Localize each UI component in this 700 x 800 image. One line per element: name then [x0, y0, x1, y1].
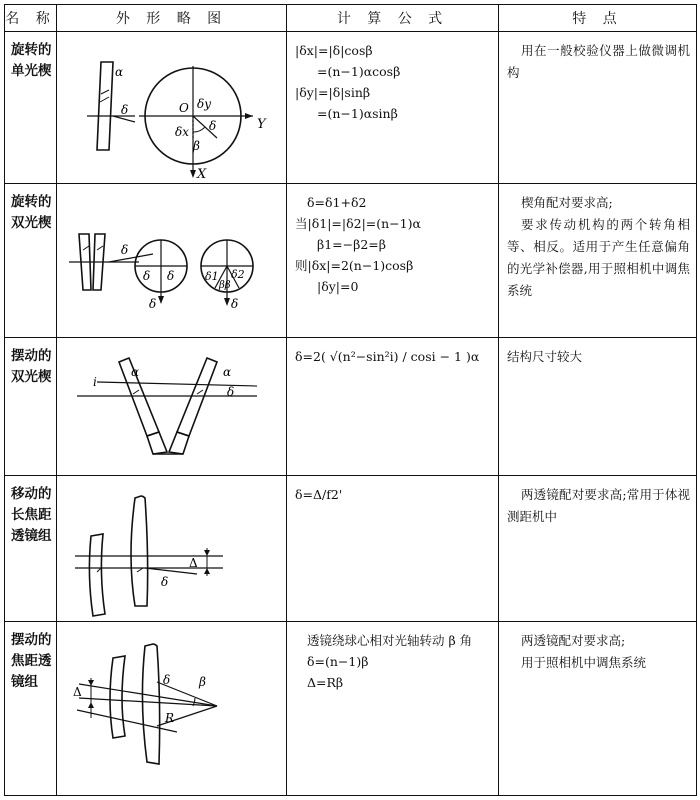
row-features: 楔角配对要求高; 要求传动机构的两个转角相等、相反。适用于产生任意偏角的光学补偿器,用于照相机中调焦系统: [499, 184, 697, 338]
label-arrow-delta-1: δ: [149, 297, 157, 311]
swing-double-wedge-diagram: [57, 338, 287, 476]
header-figure: 外 形 略 图: [57, 5, 287, 32]
label-Delta: Δ: [189, 556, 198, 570]
label-delta-x: δx: [175, 125, 189, 139]
swing-focus-lens-diagram: [57, 622, 287, 792]
table-row: [5, 476, 697, 622]
label-delta-c1a: δ: [143, 269, 151, 283]
label-arrow-delta-2: δ: [231, 297, 239, 311]
optics-table: [4, 4, 697, 796]
label-delta-c1b: δ: [167, 269, 175, 283]
row-features: 两透镜配对要求高; 用于照相机中调焦系统: [499, 622, 697, 796]
row-formula: |δx|=|δ|cosβ =(n−1)αcosβ |δy|=|δ|sinβ =(n−1)αsinβ: [287, 32, 499, 184]
table-row: [5, 622, 697, 796]
label-delta-1: δ1: [205, 270, 219, 283]
label-beta: β: [199, 675, 206, 689]
long-focus-lens-diagram: [57, 476, 287, 622]
label-Y: Y: [257, 117, 266, 132]
header-row: [5, 5, 697, 32]
label-beta: β: [193, 139, 200, 153]
row-formula: δ=2( √(n²−sin²i) / cosi − 1 )α: [287, 338, 499, 476]
label-delta: δ: [121, 243, 129, 257]
table-row: [5, 32, 697, 184]
label-delta: δ: [161, 575, 169, 589]
row-name: 摆动的 双光楔: [5, 338, 57, 476]
label-delta-2: δ2: [231, 268, 245, 281]
row-name: 旋转的 双光楔: [5, 184, 57, 338]
table-row: [5, 338, 697, 476]
single-wedge-diagram: [57, 32, 287, 184]
figure-single-wedge: [57, 32, 287, 184]
row-features: 用在一般校验仪器上做微调机构: [499, 32, 697, 184]
wedge-shape: [97, 62, 113, 150]
table-row: [5, 184, 697, 338]
label-delta: δ: [121, 103, 129, 117]
figure-double-wedge: [57, 184, 287, 338]
figure-long-focus-lens: [57, 476, 287, 622]
header-formula: 计 算 公 式: [287, 5, 499, 32]
figure-swing-focus-lens: [57, 622, 287, 796]
label-delta: δ: [227, 385, 235, 399]
label-beta-beta: ββ: [219, 280, 231, 291]
label-origin: O: [179, 101, 189, 115]
row-name: 摆动的 焦距透 镜组: [5, 622, 57, 796]
row-formula: δ=δ1+δ2 当|δ1|=|δ2|=(n−1)α β1=−β2=β 则|δx|=2(n−1)cosβ |δy|=0: [287, 184, 499, 338]
row-name: 移动的 长焦距 透镜组: [5, 476, 57, 622]
label-alpha-2: α: [223, 365, 232, 379]
label-X: X: [197, 167, 207, 182]
header-features: 特 点: [499, 5, 697, 32]
figure-swing-double-wedge: [57, 338, 287, 476]
row-name: 旋转的 单光楔: [5, 32, 57, 184]
label-Delta: Δ: [73, 685, 82, 699]
label-i: i: [93, 375, 97, 389]
row-features: 两透镜配对要求高;常用于体视测距机中: [499, 476, 697, 622]
row-formula: 透镜绕球心相对光轴转动 β 角 δ=(n−1)β Δ=Rβ: [287, 622, 499, 796]
header-name: 名 称: [5, 5, 57, 32]
label-alpha-1: α: [131, 365, 140, 379]
label-delta-y: δy: [197, 97, 212, 111]
double-wedge-diagram: [57, 184, 287, 338]
row-formula: δ=Δ/f2': [287, 476, 499, 622]
label-delta: δ: [163, 673, 171, 687]
label-alpha: α: [115, 65, 124, 79]
label-delta-2: δ: [209, 119, 217, 133]
row-features: 结构尺寸较大: [499, 338, 697, 476]
label-R: R: [165, 711, 175, 725]
